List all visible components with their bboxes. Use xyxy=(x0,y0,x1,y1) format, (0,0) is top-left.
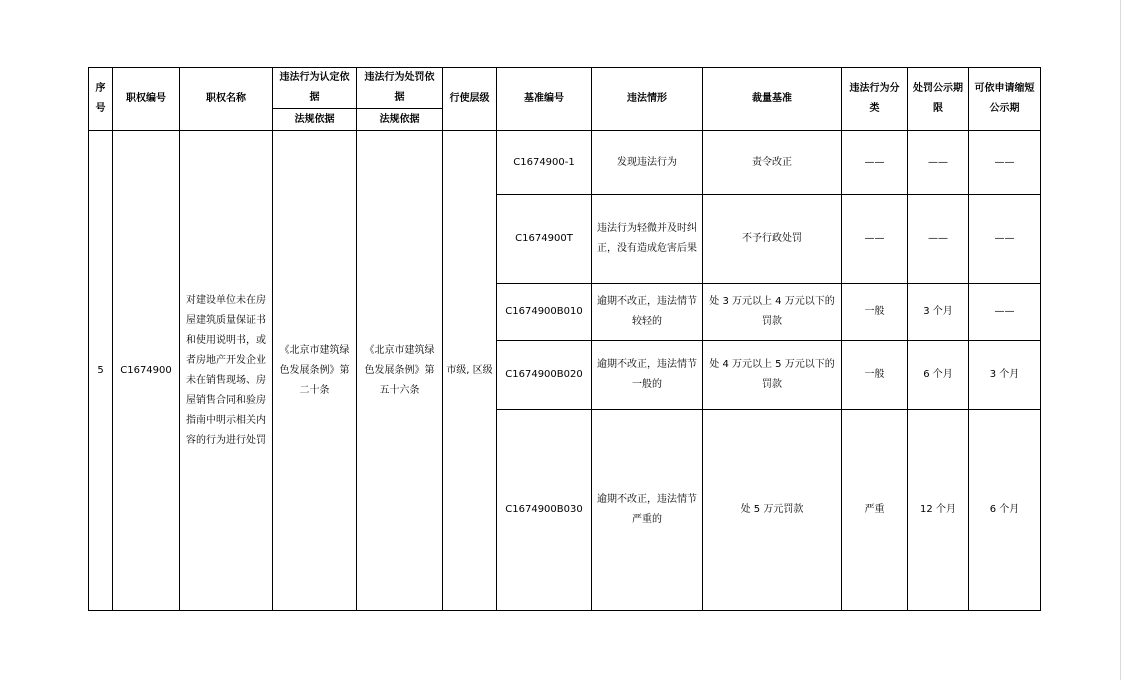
header-penalty-basis: 违法行为处罚依据 xyxy=(357,68,443,109)
header-discretion-standard: 裁量基准 xyxy=(703,68,842,131)
header-power-name: 职权名称 xyxy=(180,68,273,131)
standard-code: C1674900-1 xyxy=(497,131,592,195)
shorten-period: 3 个月 xyxy=(969,341,1041,410)
violation-circumstance: 发现违法行为 xyxy=(592,131,703,195)
header-violation-circumstance: 违法情形 xyxy=(592,68,703,131)
header-regulation-basis-2: 法规依据 xyxy=(357,109,443,131)
header-seq: 序号 xyxy=(89,68,113,131)
violation-circumstance: 逾期不改正，违法情节较轻的 xyxy=(592,284,703,341)
discretion-standard: 处 5 万元罚款 xyxy=(703,410,842,611)
shorten-period: —— xyxy=(969,195,1041,284)
record-exercise-level: 市级, 区级 xyxy=(443,131,497,611)
record-determination-basis: 《北京市建筑绿色发展条例》第二十条 xyxy=(273,131,357,611)
violation-category: —— xyxy=(842,131,908,195)
violation-category: 一般 xyxy=(842,284,908,341)
shorten-period: 6 个月 xyxy=(969,410,1041,611)
record-power-name: 对建设单位未在房屋建筑质量保证书和使用说明书，或者房地产开发企业未在销售现场、房屋销售合同和验房指南中明示相关内容的行为进行处罚 xyxy=(180,131,273,611)
standard-code: C1674900B030 xyxy=(497,410,592,611)
record-power-code: C1674900 xyxy=(113,131,180,611)
publicity-period: —— xyxy=(908,131,969,195)
publicity-period: 6 个月 xyxy=(908,341,969,410)
violation-circumstance: 违法行为轻微并及时纠正，没有造成危害后果 xyxy=(592,195,703,284)
publicity-period: 3 个月 xyxy=(908,284,969,341)
violation-category: 严重 xyxy=(842,410,908,611)
header-publicity-period: 处罚公示期限 xyxy=(908,68,969,131)
violation-circumstance: 逾期不改正，违法情节严重的 xyxy=(592,410,703,611)
penalty-discretion-table xyxy=(88,67,1041,611)
shorten-period: —— xyxy=(969,284,1041,341)
violation-category: —— xyxy=(842,195,908,284)
header-regulation-basis: 法规依据 xyxy=(273,109,357,131)
violation-circumstance: 逾期不改正，违法情节一般的 xyxy=(592,341,703,410)
page-edge-line xyxy=(1120,0,1121,680)
discretion-standard: 不予行政处罚 xyxy=(703,195,842,284)
standard-code: C1674900B020 xyxy=(497,341,592,410)
header-shorten-period: 可依申请缩短公示期 xyxy=(969,68,1041,131)
record-seq: 5 xyxy=(89,131,113,611)
header-standard-code: 基准编号 xyxy=(497,68,592,131)
record-penalty-basis: 《北京市建筑绿色发展条例》第五十六条 xyxy=(357,131,443,611)
standard-code: C1674900T xyxy=(497,195,592,284)
header-determination-basis: 违法行为认定依据 xyxy=(273,68,357,109)
header-row xyxy=(89,68,1041,109)
shorten-period: —— xyxy=(969,131,1041,195)
discretion-standard: 处 4 万元以上 5 万元以下的罚款 xyxy=(703,341,842,410)
publicity-period: —— xyxy=(908,195,969,284)
discretion-standard: 处 3 万元以上 4 万元以下的罚款 xyxy=(703,284,842,341)
header-exercise-level: 行使层级 xyxy=(443,68,497,131)
header-violation-category: 违法行为分类 xyxy=(842,68,908,131)
publicity-period: 12 个月 xyxy=(908,410,969,611)
standard-code: C1674900B010 xyxy=(497,284,592,341)
discretion-standard: 责令改正 xyxy=(703,131,842,195)
violation-category: 一般 xyxy=(842,341,908,410)
header-power-code: 职权编号 xyxy=(113,68,180,131)
table-row xyxy=(89,131,1041,195)
